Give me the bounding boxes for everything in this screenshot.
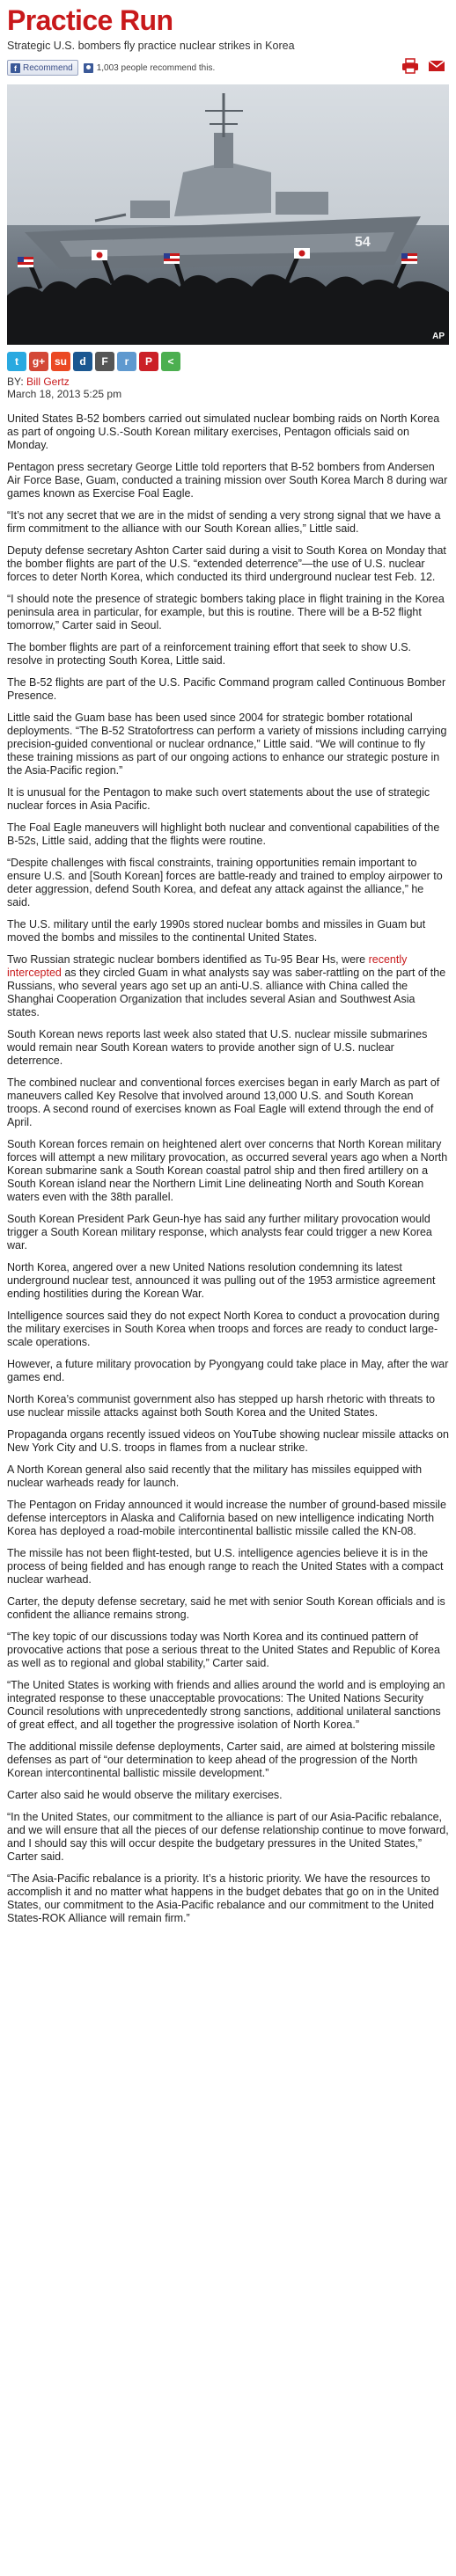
facebook-icon: f [11, 63, 20, 73]
photo-credit: AP [432, 332, 445, 341]
email-icon [428, 59, 445, 73]
byline-prefix: BY: [7, 376, 27, 388]
article-body [7, 412, 449, 1925]
reddit-share-button[interactable] [117, 352, 136, 371]
article-paragraph: It is unusual for the Pentagon to make such overt statements about the use of strategic nuclear forces in Asia Pacific. [7, 786, 430, 812]
google-plus-icon: g+ [32, 355, 46, 368]
article-paragraph: South Korean forces remain on heightened alert over concerns that North Korean military forces will attempt a new military provocation, as occurred several years ago when a North Korean submarine sank a South Korean coastal patrol ship and then fired artillery on a South Korean island near the Northern Limit Line delineating North and South Korean waters even with the 38th parallel. [7, 1138, 448, 1203]
paragraph-text: Two Russian strategic nuclear bombers identified as Tu-95 Bear Hs, were [7, 953, 369, 966]
article-paragraph: Intelligence sources said they do not expect North Korea to conduct a provocation during the military exercises in South Korea when troops and forces are ready to conduct large-scale operations. [7, 1310, 440, 1348]
article-paragraph: “In the United States, our commitment to the alliance is part of our Asia-Pacific rebalance, and we will ensure that all the pieces of our defense relationship continue to move forward, and I should say this will occur despite the budgetary pressures in the United States,” Carter said. [7, 1811, 449, 1863]
fark-share-button[interactable] [95, 352, 114, 371]
page-subtitle: Strategic U.S. bombers fly practice nuclear strikes in Korea [7, 40, 295, 52]
article-paragraph: South Korean President Park Geun-hye has said any further military provocation would trigger a South Korean military response, which analysts fear could trigger a new Korea war. [7, 1213, 432, 1252]
article-paragraph: Carter also said he would observe the military exercises. [7, 1789, 283, 1801]
recommend-count [84, 63, 216, 73]
article-paragraph: The B-52 flights are part of the U.S. Pacific Command program called Continuous Bomber Presence. [7, 676, 446, 702]
pinterest-icon: P [144, 355, 152, 368]
paragraph-text: as they circled Guam in what analysts say was saber-rattling on the part of the Russians, who several years ago set up an anti-U.S. alliance with China called the Shanghai Cooperation Organization that includes several Asian and Southwest Asia states. [7, 967, 446, 1018]
stumbleupon-share-button[interactable] [51, 352, 70, 371]
article-paragraph: “The Asia-Pacific rebalance is a priority. It’s a historic priority. We have the resources to accomplish it and no matter what happens in the budget debates that go on in the United States, our commitment to the Asia-Pacific rebalance and our commitment to the United States-ROK Alliance will remain firm.” [7, 1872, 439, 1924]
article-paragraph: North Korea, angered over a new United Nations resolution condemning its latest underground nuclear test, announced it was pulling out of the 1953 armistice agreement ending hostilities during the Korean War. [7, 1261, 436, 1300]
article-paragraph: “It’s not any secret that we are in the midst of sending a very strong signal that we have a firm commitment to the alliance with our South Korean allies,” Little said. [7, 509, 441, 535]
ship-photo-illustration [7, 84, 449, 345]
article-paragraph: “Despite challenges with fiscal constraints, training opportunities remain important to ensure U.S. and [South Korean] forces are battle-ready and trained to employ airpower to deter aggression, defend South Korea, and defeat any attack against the alliance,” he said. [7, 857, 443, 909]
digg-icon: d [79, 355, 86, 368]
page-title: Practice Run [7, 4, 173, 36]
article-paragraph: South Korean news reports last week also stated that U.S. nuclear missile submarines would remain near South Korean waters to provide another sign of U.S. nuclear deterrence. [7, 1028, 428, 1067]
article-paragraph: North Korea’s communist government also has stepped up harsh rhetoric with threats to use nuclear missile attacks against both South Korea and the United States. [7, 1393, 436, 1419]
author-link[interactable]: Bill Gertz [26, 376, 70, 388]
email-button[interactable] [428, 59, 445, 77]
article-paragraph: The missile has not been flight-tested, but U.S. intelligence agencies believe it is in the process of being fielded and has enough range to reach the United States with a compact nuclear warhead. [7, 1547, 444, 1586]
article-paragraph: A North Korean general also said recently that the military has missiles equipped with nuclear warheads ready for launch. [7, 1463, 423, 1489]
recently-intercepted-link[interactable]: recently intercepted [7, 953, 408, 979]
twitter-share-button[interactable] [7, 352, 26, 371]
facebook-recommend-button[interactable] [7, 60, 78, 76]
svg-text:54: 54 [355, 235, 371, 250]
print-icon [401, 58, 419, 74]
article-paragraph: “The key topic of our discussions today was North Korea and its continued pattern of provocative actions that pose a serious threat to the United States and Republic of Korea as well as to regional and global stability,” Carter said. [7, 1631, 440, 1669]
hero-photo [7, 84, 449, 345]
article-paragraph: Little said the Guam base has been used since 2004 for strategic bomber rotational deployments. “The B-52 Stratofortress can perform a variety of missions including carrying precision-guided conventional or nuclear ordnance,” Little said. “We will continue to fly these training missions as part of our ongoing actions to enhance our strategic posture in the Asia-Pacific region.” [7, 712, 447, 777]
article-paragraph: Pentagon press secretary George Little told reporters that B-52 bombers from Andersen Air Force Base, Guam, conducted a training mission over South Korea March 8 during war games known as Exercise Foal Eagle. [7, 461, 448, 500]
article-paragraph: The U.S. military until the early 1990s stored nuclear bombs and missiles in Guam but moved the bombs and missiles to the continental United States. [7, 918, 426, 944]
publish-date: March 18, 2013 5:25 pm [7, 388, 122, 400]
article-paragraph [7, 953, 449, 1019]
pinterest-share-button[interactable] [139, 352, 158, 371]
byline [7, 376, 449, 388]
twitter-icon: t [15, 355, 18, 368]
article-paragraph: The combined nuclear and conventional forces exercises began in early March as part of maneuvers called Key Resolve that involved around 13,000 U.S. and South Korean troops. A second round of exercises known as Foal Eagle will extend through the end of April. [7, 1076, 440, 1128]
article-paragraph: However, a future military provocation by Pyongyang could take place in May, after the war games end. [7, 1358, 449, 1383]
article-paragraph: Propaganda organs recently issued videos on YouTube showing nuclear missile attacks on New York City and U.S. troops in flames from a nuclear strike. [7, 1428, 449, 1454]
digg-share-button[interactable] [73, 352, 92, 371]
stumbleupon-icon: su [54, 355, 67, 368]
article-paragraph: The Pentagon on Friday announced it would increase the number of ground-based missile defense interceptors in Alaska and California based on new intelligence indicating North Korea has deployed a road-mobile intercontinental ballistic missile called the KN-08. [7, 1499, 446, 1537]
print-button[interactable] [401, 58, 419, 78]
article-tools [401, 58, 445, 77]
recommend-label: Recommend [23, 62, 73, 73]
sharethis-icon: < [167, 355, 174, 368]
google-plus-share-button[interactable] [29, 352, 48, 371]
article-paragraph: Deputy defense secretary Ashton Carter said during a visit to South Korea on Monday that the bomber flights are part of the U.S. “extended deterrence”—the use of U.S. nuclear forces to deter North Korea, which conducted its third underground nuclear test Feb. 12. [7, 544, 446, 583]
share-buttons [7, 352, 449, 371]
people-icon [84, 63, 93, 73]
social-toolbar [7, 58, 449, 77]
recommend-count-text: 1,003 people recommend this. [96, 62, 216, 73]
sharethis-share-button[interactable] [161, 352, 180, 371]
reddit-icon: r [124, 355, 129, 368]
article-paragraph: United States B-52 bombers carried out simulated nuclear bombing raids on North Korea as part of ongoing U.S.-South Korean military exercises, Pentagon officials said on Monday. [7, 412, 440, 451]
article-paragraph: The bomber flights are part of a reinforcement training effort that seek to show U.S. resolve in protecting South Korea, Little said. [7, 641, 412, 667]
article-paragraph: “I should note the presence of strategic bombers taking place in flight training in the Korea peninsula area in particular, for example, but this is routine. There will be a B-52 flight tomorrow,” Carter said in Seoul. [7, 593, 445, 631]
article-paragraph: The additional missile defense deployments, Carter said, are aimed at bolstering missile defenses as part of “our determination to keep ahead of the progression of the North Korean intercontinental ballistic missile development.” [7, 1740, 436, 1779]
article-paragraph: The Foal Eagle maneuvers will highlight both nuclear and conventional capabilities of the B-52s, Little said, adding that the flights were routine. [7, 821, 440, 847]
fark-icon: F [101, 355, 108, 368]
article-paragraph: “The United States is working with friends and allies around the world and is employing an integrated response to these unacceptable provocations: The United Nations Security Council resolutions with unprecedentedly strong sanctions, additional unilateral sanctions of great effect, and all together the progressive isolation of North Korea.” [7, 1679, 445, 1731]
article-paragraph: Carter, the deputy defense secretary, said he met with senior South Korean officials and is confident the alliance remains strong. [7, 1595, 445, 1621]
